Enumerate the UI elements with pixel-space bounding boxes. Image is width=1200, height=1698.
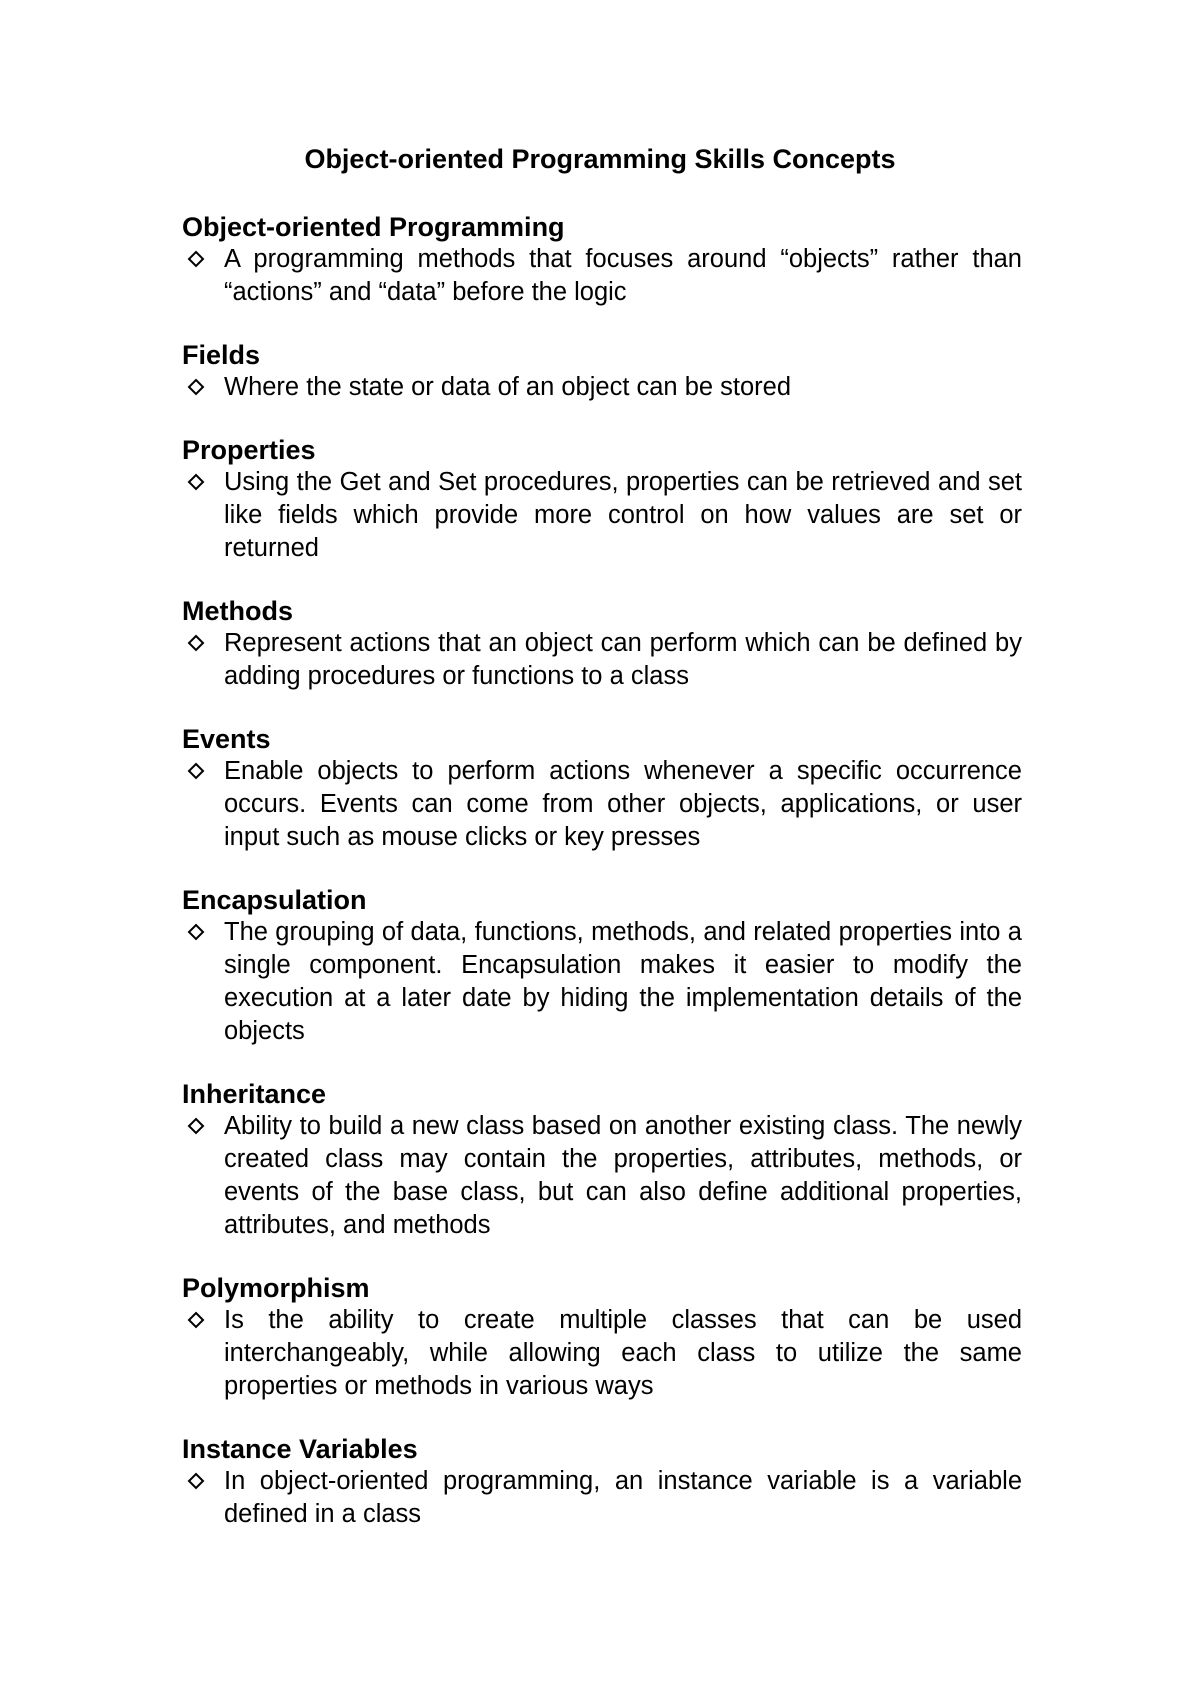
- section-heading: Events: [182, 724, 271, 754]
- bullet-item: [182, 627, 1022, 693]
- diamond-bullet-icon: [184, 243, 208, 276]
- diamond-bullet-icon: [184, 1465, 208, 1498]
- diamond-bullet-icon: [184, 755, 208, 788]
- bullet-text: In object-oriented programming, an instance variable is a variable defined in a class: [224, 1467, 1022, 1528]
- section-methods: [182, 595, 1022, 693]
- page-title: Object-oriented Programming Skills Concepts: [304, 144, 896, 174]
- diamond-bullet-icon: [184, 1304, 208, 1337]
- diamond-bullet-icon: [184, 371, 208, 404]
- bullet-item: [182, 1465, 1022, 1531]
- section-inheritance: [182, 1078, 1022, 1242]
- bullet-text: Where the state or data of an object can be stored: [224, 373, 792, 401]
- bullet-text: Using the Get and Set procedures, properties can be retrieved and set like fields which provide more control on how values are set or returned: [224, 468, 1022, 562]
- bullet-item: [182, 755, 1022, 854]
- section-properties: [182, 434, 1022, 565]
- section-heading: Methods: [182, 596, 293, 626]
- diamond-bullet-icon: [184, 916, 208, 949]
- section-events: [182, 723, 1022, 854]
- section-object-oriented-programming: [182, 211, 1022, 309]
- section-heading: Instance Variables: [182, 1434, 418, 1464]
- concept-list: [182, 211, 1022, 1561]
- bullet-text: A programming methods that focuses around “objects” rather than “actions” and “data” before the logic: [224, 245, 1022, 306]
- section-heading: Fields: [182, 340, 261, 370]
- bullet-item: [182, 1304, 1022, 1403]
- bullet-text: Is the ability to create multiple classes that can be used interchangeably, while allowing each class to utilize the same properties or methods in various ways: [224, 1306, 1022, 1400]
- bullet-item: [182, 1110, 1022, 1242]
- bullet-text: Ability to build a new class based on another existing class. The newly created class may contain the properties, attributes, methods, or events of the base class, but can also define additional properties, attributes, and methods: [224, 1112, 1022, 1239]
- diamond-bullet-icon: [184, 1110, 208, 1143]
- section-polymorphism: [182, 1272, 1022, 1403]
- bullet-item: [182, 371, 1022, 404]
- bullet-text: Represent actions that an object can perform which can be defined by adding procedures or functions to a class: [224, 629, 1022, 690]
- section-heading: Inheritance: [182, 1079, 327, 1109]
- diamond-bullet-icon: [184, 627, 208, 660]
- section-heading: Polymorphism: [182, 1273, 370, 1303]
- section-encapsulation: [182, 884, 1022, 1048]
- bullet-text: The grouping of data, functions, methods, and related properties into a single component. Encapsulation makes it easier to modify the execution at a later date by hiding the implementation details of the objects: [224, 918, 1022, 1045]
- bullet-text: Enable objects to perform actions whenever a specific occurrence occurs. Events can come from other objects, applications, or user input such as mouse clicks or key presses: [224, 757, 1022, 851]
- section-fields: [182, 339, 1022, 404]
- bullet-item: [182, 243, 1022, 309]
- diamond-bullet-icon: [184, 466, 208, 499]
- bullet-item: [182, 916, 1022, 1048]
- bullet-item: [182, 466, 1022, 565]
- section-instance-variables: [182, 1433, 1022, 1531]
- section-heading: Object-oriented Programming: [182, 212, 565, 242]
- section-heading: Properties: [182, 435, 316, 465]
- section-heading: Encapsulation: [182, 885, 367, 915]
